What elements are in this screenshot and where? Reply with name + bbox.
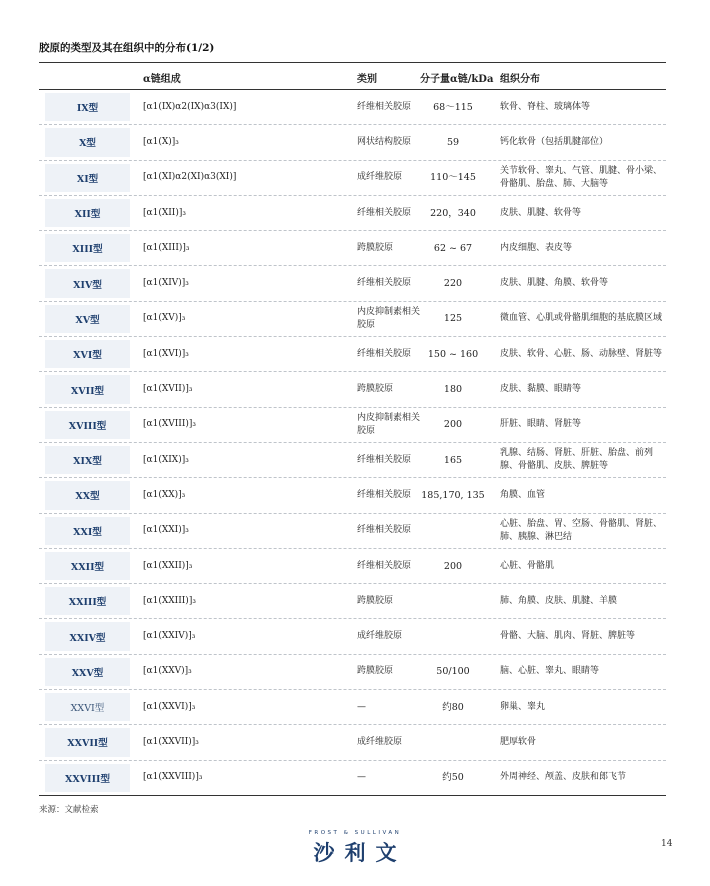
mw-cell xyxy=(420,619,486,653)
chain-cell: [α1(XI)α2(XI)α3(XI)] xyxy=(143,172,237,183)
table-row xyxy=(39,761,666,796)
type-cell: XXV型 xyxy=(45,658,130,686)
class-cell: 成纤维胶原 xyxy=(357,172,403,183)
type-cell: XVI型 xyxy=(45,340,130,368)
chain-cell: [α1(XXVIII)]₃ xyxy=(143,772,203,783)
frost-sullivan-logo xyxy=(290,830,420,867)
header-class: 类别 xyxy=(357,74,377,85)
logo-chinese: 沙利文 xyxy=(313,841,407,865)
table-row xyxy=(39,619,666,654)
type-cell: XII型 xyxy=(45,199,130,227)
chain-cell: [α1(XXV)]₃ xyxy=(143,666,192,677)
mw-cell: 50/100 xyxy=(436,666,470,678)
type-cell: IX型 xyxy=(45,93,130,121)
table-row xyxy=(39,372,666,407)
chain-cell: [α1(XVI)]₃ xyxy=(143,348,189,359)
chain-cell: [α1(IX)α2(IX)α3(IX)] xyxy=(143,101,237,112)
distribution-cell: 微血管、心肌或骨骼肌细胞的基底膜区域 xyxy=(500,313,663,324)
distribution-cell: 乳腺、结肠、肾脏、肝脏、胎盘、前列腺、骨骼肌、皮肤、脾脏等 xyxy=(500,448,654,472)
type-cell: XXIII型 xyxy=(45,587,130,615)
class-cell: 纤维相关胶原 xyxy=(357,489,412,500)
class-cell: 内皮抑制素相关胶原 xyxy=(357,412,421,436)
type-cell: XI型 xyxy=(45,164,130,192)
distribution-cell: 外周神经、颅盖、皮肤和郎飞节 xyxy=(500,772,627,783)
type-cell: X型 xyxy=(45,128,130,156)
table-body xyxy=(39,90,666,796)
distribution-cell: 肝脏、眼睛、肾脏等 xyxy=(500,419,582,430)
class-cell: 成纤维胶原 xyxy=(357,631,403,642)
table-row xyxy=(39,690,666,725)
distribution-cell: 肺、角膜、皮肤、肌腱、羊膜 xyxy=(500,595,618,606)
table-row xyxy=(39,443,666,478)
collagen-table xyxy=(39,62,666,796)
header-mw: 分子量α链/kDa xyxy=(420,74,494,85)
mw-cell: 约80 xyxy=(442,701,464,713)
distribution-cell: 骨骼、大脑、肌肉、肾脏、脾脏等 xyxy=(500,631,636,642)
distribution-cell: 皮肤、软骨、心脏、肠、动脉壁、肾脏等 xyxy=(500,348,663,359)
mw-cell xyxy=(420,514,486,548)
distribution-cell: 心脏、胎盘、胃、空肠、骨骼肌、肾脏、肺、胰腺、淋巴结 xyxy=(500,518,663,542)
mw-cell: 220 xyxy=(443,278,463,290)
chain-cell: [α1(XXVI)]₃ xyxy=(143,701,196,712)
table-row xyxy=(39,337,666,372)
type-cell: XVIII型 xyxy=(45,411,130,439)
chain-cell: [α1(XXI)]₃ xyxy=(143,525,189,536)
type-cell: XIII型 xyxy=(45,234,130,262)
table-row xyxy=(39,125,666,160)
table-row xyxy=(39,408,666,443)
table-row xyxy=(39,90,666,125)
type-cell: XXVII型 xyxy=(45,728,130,756)
page-title: 胶原的类型及其在组织中的分布(1/2) xyxy=(39,42,215,54)
chain-cell: [α1(XXIII)]₃ xyxy=(143,595,196,606)
class-cell: 跨膜胶原 xyxy=(357,595,394,606)
type-cell: XXVI型 xyxy=(45,693,130,721)
class-cell: 纤维相关胶原 xyxy=(357,560,412,571)
class-cell: 跨膜胶原 xyxy=(357,666,394,677)
class-cell: 纤维相关胶原 xyxy=(357,454,412,465)
class-cell: 跨膜胶原 xyxy=(357,384,394,395)
type-cell: XIX型 xyxy=(45,446,130,474)
type-cell: XV型 xyxy=(45,305,130,333)
mw-cell xyxy=(420,725,486,759)
chain-cell: [α1(XIII)]₃ xyxy=(143,242,190,253)
class-cell: 纤维相关胶原 xyxy=(357,207,412,218)
table-row xyxy=(39,231,666,266)
class-cell: — xyxy=(357,701,366,712)
class-cell: — xyxy=(357,772,366,783)
distribution-cell: 软骨、脊柱、玻璃体等 xyxy=(500,101,591,112)
chain-cell: [α1(XVII)]₃ xyxy=(143,384,193,395)
mw-cell: 约50 xyxy=(442,772,464,784)
header-chain: α链组成 xyxy=(143,74,181,85)
chain-cell: [α1(XIV)]₃ xyxy=(143,278,189,289)
table-row xyxy=(39,725,666,760)
distribution-cell: 脑、心脏、睾丸、眼睛等 xyxy=(500,666,600,677)
chain-cell: [α1(XIX)]₃ xyxy=(143,454,189,465)
type-cell: XXVIII型 xyxy=(45,764,130,792)
distribution-cell: 角膜、血管 xyxy=(500,489,546,500)
chain-cell: [α1(XVIII)]₃ xyxy=(143,419,197,430)
class-cell: 成纤维胶原 xyxy=(357,736,403,747)
distribution-cell: 皮肤、黏膜、眼睛等 xyxy=(500,384,582,395)
class-cell: 纤维相关胶原 xyxy=(357,101,412,112)
table-row xyxy=(39,161,666,196)
type-cell: XVII型 xyxy=(45,375,130,403)
table-row xyxy=(39,266,666,301)
class-cell: 纤维相关胶原 xyxy=(357,348,412,359)
table-row xyxy=(39,514,666,549)
distribution-cell: 肥厚软骨 xyxy=(500,736,537,747)
distribution-cell: 皮肤、肌腱、软骨等 xyxy=(500,207,582,218)
table-row xyxy=(39,478,666,513)
type-cell: XXII型 xyxy=(45,552,130,580)
mw-cell: 200 xyxy=(443,419,463,431)
header-dist: 组织分布 xyxy=(500,74,540,85)
chain-cell: [α1(X)]₃ xyxy=(143,136,179,147)
type-cell: XIV型 xyxy=(45,269,130,297)
chain-cell: [α1(XXVII)]₃ xyxy=(143,736,199,747)
chain-cell: [α1(XX)]₃ xyxy=(143,489,186,500)
mw-cell: 200 xyxy=(443,560,463,572)
table-row xyxy=(39,196,666,231)
mw-cell: 68～115 xyxy=(433,101,473,113)
table-row xyxy=(39,549,666,584)
mw-cell: 125 xyxy=(443,313,463,325)
logo-english: FROST & SULLIVAN xyxy=(308,830,402,836)
type-cell: XX型 xyxy=(45,481,130,509)
page-number: 14 xyxy=(661,839,673,849)
class-cell: 跨膜胶原 xyxy=(357,242,394,253)
class-cell: 网状结构胶原 xyxy=(357,136,412,147)
type-cell: XXI型 xyxy=(45,517,130,545)
chain-cell: [α1(XII)]₃ xyxy=(143,207,186,218)
distribution-cell: 钙化软骨（包括肌腱部位） xyxy=(500,136,609,147)
mw-cell: 165 xyxy=(443,454,463,466)
mw-cell xyxy=(420,584,486,618)
mw-cell: 220，340 xyxy=(430,207,476,219)
mw-cell: 110～145 xyxy=(430,172,476,184)
distribution-cell: 内皮细胞、表皮等 xyxy=(500,242,573,253)
distribution-cell: 皮肤、肌腱、角膜、软骨等 xyxy=(500,278,609,289)
mw-cell: 185,170, 135 xyxy=(421,489,485,501)
class-cell: 内皮抑制素相关胶原 xyxy=(357,306,421,330)
table-row xyxy=(39,302,666,337)
source-note: 来源：文献检索 xyxy=(39,805,99,815)
mw-cell: 180 xyxy=(443,384,463,396)
mw-cell: 150 ~ 160 xyxy=(427,348,479,360)
distribution-cell: 关节软骨、睾丸、气管、肌腱、骨小梁、骨骼肌、胎盘、肺、大脑等 xyxy=(500,165,663,189)
type-cell: XXIV型 xyxy=(45,622,130,650)
distribution-cell: 卵巢、睾丸 xyxy=(500,701,546,712)
table-row xyxy=(39,655,666,690)
mw-cell: 59 xyxy=(446,136,460,148)
chain-cell: [α1(XXIV)]₃ xyxy=(143,631,196,642)
class-cell: 纤维相关胶原 xyxy=(357,525,412,536)
class-cell: 纤维相关胶原 xyxy=(357,278,412,289)
chain-cell: [α1(XXII)]₃ xyxy=(143,560,193,571)
distribution-cell: 心脏、骨骼肌 xyxy=(500,560,555,571)
chain-cell: [α1(XV)]₃ xyxy=(143,313,186,324)
table-header-row xyxy=(39,62,666,90)
table-row xyxy=(39,584,666,619)
mw-cell: 62 ~ 67 xyxy=(433,242,473,254)
